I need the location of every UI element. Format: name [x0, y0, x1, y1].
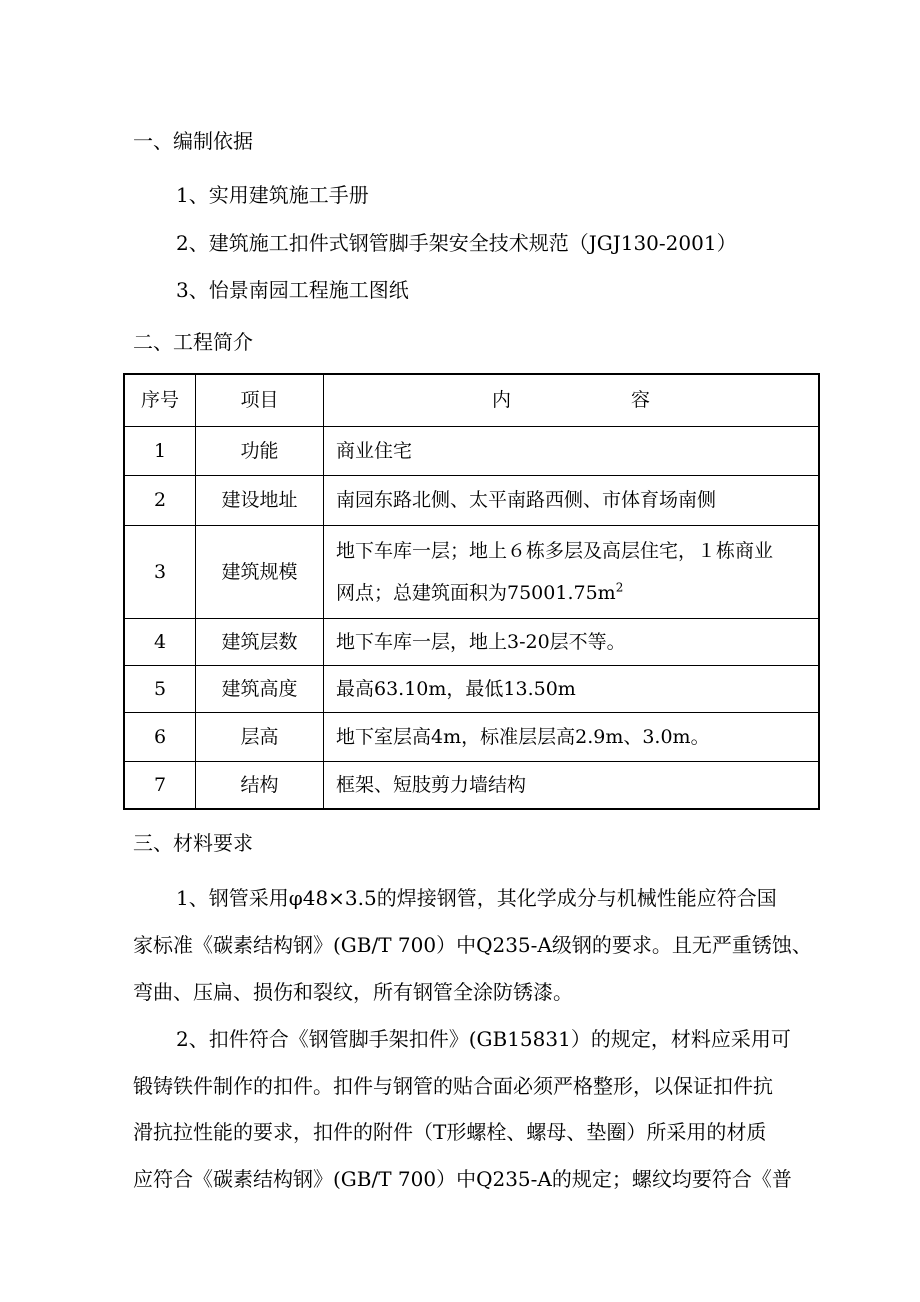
- header-no: 序号: [124, 374, 196, 426]
- table-row: [124, 525, 819, 618]
- row-no: 3: [124, 525, 196, 618]
- table-row: [124, 761, 819, 809]
- row-content-line2: [336, 572, 818, 614]
- row-no: 5: [124, 665, 196, 712]
- row-content: 框架、短肢剪力墙结构: [324, 761, 820, 809]
- row-content: 地下车库一层，地上3-20层不等。: [324, 618, 820, 665]
- material-para-1-line-2: 家标准《碳素结构钢》(GB/T 700）中Q235-A级钢的要求。且无严重锈蚀、: [133, 933, 812, 957]
- row-content-line2-text: 网点；总建筑面积为75001.75m: [336, 581, 616, 604]
- row-content-line1: 地下车库一层；地上６栋多层及高层住宅，１栋商业: [336, 539, 774, 562]
- section-1-title: 一、编制依据: [133, 129, 253, 153]
- table-row: [124, 475, 819, 525]
- row-item: 建筑层数: [196, 618, 324, 665]
- basis-item-1: 1、实用建筑施工手册: [176, 183, 369, 207]
- material-para-1-line-3: 弯曲、压扁、损伤和裂纹，所有钢管全涂防锈漆。: [133, 980, 573, 1004]
- table-row: [124, 665, 819, 712]
- row-item: 层高: [196, 712, 324, 761]
- row-no: 1: [124, 426, 196, 475]
- material-para-2-line-4: 应符合《碳素结构钢》(GB/T 700）中Q235-A的规定；螺纹均要符合《普: [133, 1167, 792, 1191]
- row-item: 建设地址: [196, 475, 324, 525]
- row-content: [324, 525, 820, 618]
- row-content: 最高63.10m，最低13.50m: [324, 665, 820, 712]
- row-no: 4: [124, 618, 196, 665]
- header-item: 项目: [196, 374, 324, 426]
- project-info-table: [123, 373, 820, 810]
- row-content: 商业住宅: [324, 426, 820, 475]
- row-item: 功能: [196, 426, 324, 475]
- row-no: 7: [124, 761, 196, 809]
- row-item: 建筑高度: [196, 665, 324, 712]
- row-item: 结构: [196, 761, 324, 809]
- section-3-title: 三、材料要求: [133, 831, 253, 855]
- table-header-row: [124, 374, 819, 426]
- row-item: 建筑规模: [196, 525, 324, 618]
- header-content-part1: 内: [491, 389, 511, 412]
- basis-item-3: 3、怡景南园工程施工图纸: [176, 278, 409, 302]
- header-content: [324, 374, 820, 426]
- material-para-2-line-3: 滑抗拉性能的要求，扣件的附件（T形螺栓、螺母、垫圈）所采用的材质: [133, 1120, 767, 1144]
- material-para-2-line-2: 锻铸铁件制作的扣件。扣件与钢管的贴合面必须严格整形，以保证扣件抗: [133, 1074, 773, 1098]
- row-no: 2: [124, 475, 196, 525]
- table-row: [124, 426, 819, 475]
- row-content: 南园东路北侧、太平南路西侧、市体育场南侧: [324, 475, 820, 525]
- material-para-2-line-1: 2、扣件符合《钢管脚手架扣件》(GB15831）的规定，材料应采用可: [176, 1027, 791, 1051]
- table-row: [124, 618, 819, 665]
- row-no: 6: [124, 712, 196, 761]
- material-para-1-line-1: 1、钢管采用φ48×3.5的焊接钢管，其化学成分与机械性能应符合国: [176, 886, 777, 910]
- table-row: [124, 712, 819, 761]
- area-unit-superscript: 2: [615, 580, 624, 595]
- row-content: 地下室层高4m，标准层层高2.9m、3.0m。: [324, 712, 820, 761]
- basis-item-2: 2、建筑施工扣件式钢管脚手架安全技术规范（JGJ130-2001）: [176, 231, 737, 255]
- header-content-part2: 容: [631, 389, 651, 412]
- section-2-title: 二、工程简介: [133, 330, 253, 354]
